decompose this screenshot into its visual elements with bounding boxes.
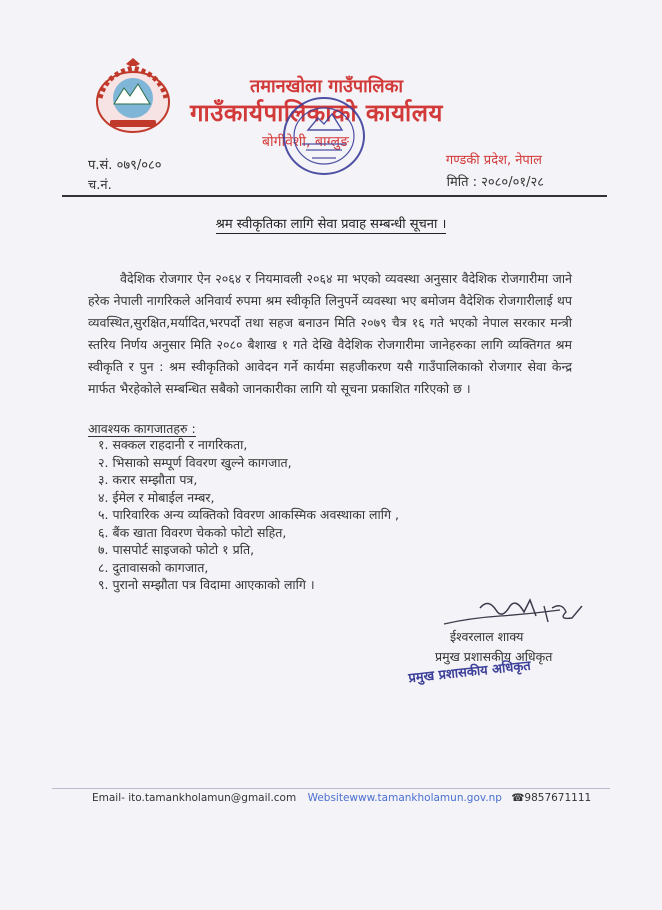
letter-date: मिति : २०८०/०१/२८ xyxy=(446,175,544,190)
list-item: ४. ईमेल र मोबाईल नम्बर, xyxy=(98,489,215,505)
required-documents-heading xyxy=(88,420,196,437)
body-paragraph: वैदेशिक रोजगार ऐन २०६४ र नियमावली २०६४ मा भएको व्यवस्था अनुसार वैदेशिक रोजगारीमा जाने हरेक नेपाली नागरिकले अनिवार्य रुपमा श्रम स्वीकृति लिनुपर्ने व्यवस्था भए बमोजम वैदेशिक रोजगारीलाई थप व्यवस्थित,सुरक्षित,मर्यादित,भरपर्दो तथा सहज बनाउन मिति २०७९ चैत्र १६ गते भएको नेपाल सरकार मन्त्री स्तरिय निर्णय अनुसार मिति २०८० बैशाख १ गते देखि वैदेशिक रोजगारीमा जानेहरुका लागि व्यक्तिगत श्रम स्वीकृति र पुन : श्रम स्वीकृतिको आवेदन गर्ने कार्यमा सहजीकरण यसै गाउँपालिकाको रोजगार सेवा केन्द्र मार्फत भैरहेकोले सम्बन्धित सबैको जानकारीका लागि यो सूचना प्रकाशित गरिएको छ । xyxy=(88,271,572,396)
office-stamp-seal xyxy=(278,92,370,180)
footer-contact xyxy=(92,792,612,804)
subject-text: श्रम स्वीकृतिका लागि सेवा प्रवाह सम्बन्धी सूचना । xyxy=(215,217,447,232)
list-item: ३. करार सम्झौता पत्र, xyxy=(98,472,198,487)
header-divider xyxy=(62,195,607,197)
signatory-title: प्रमुख प्रशासकीय अधिकृत xyxy=(435,649,553,664)
notice-subject xyxy=(0,214,662,232)
footer-website[interactable]: Websitewww.tamankholamun.gov.np xyxy=(307,792,502,804)
footer-divider xyxy=(52,788,610,789)
footer-email[interactable]: Email- ito.tamankholamun@gmail.com xyxy=(92,792,297,804)
reference-numbers xyxy=(88,156,162,196)
footer-phone-number: 9857671111 xyxy=(524,792,592,804)
list-item: ७. पासपोर्ट साइजको फोटो १ प्रति, xyxy=(98,542,255,557)
nepal-emblem-logo xyxy=(92,58,174,134)
office-address: बोगीवेशी, बाग्लुङ xyxy=(262,134,349,150)
phone-icon: ☎ xyxy=(511,792,525,804)
list-item: ५. पारिवारिक अन्य व्यक्तिको विवरण आकस्मिक अवस्थाका लागि , xyxy=(98,507,399,522)
notice-body xyxy=(88,268,572,400)
list-item: ८. दुतावासको कागजात, xyxy=(98,559,209,575)
signatory-stamp: प्रमुख प्रशासकीय अधिकृत xyxy=(407,658,532,687)
footer-phone xyxy=(511,792,591,804)
list-item: ६. बैंक खाता विवरण चेकको फोटो सहित, xyxy=(98,524,287,540)
dispatch-number: च.नं. xyxy=(88,178,112,193)
required-documents-list xyxy=(98,436,399,594)
municipality-name: तमानखोला गाउँपालिका xyxy=(250,76,404,97)
required-documents-heading-text: आवश्यक कागजातहरु : xyxy=(88,421,196,436)
office-name: गाउँकार्यपालिकाको कार्यालय xyxy=(190,99,443,127)
province-label: गण्डकी प्रदेश, नेपाल xyxy=(445,153,542,168)
signatory-name: ईश्वरलाल शाक्य xyxy=(450,629,524,644)
letter-number: प.सं. ०७९/०८० xyxy=(88,158,162,173)
handwritten-signature xyxy=(440,596,590,632)
list-item: १. सक्कल राहदानी र नागरिकता, xyxy=(98,437,248,452)
list-item: २. भिसाको सम्पूर्ण विवरण खुल्ने कागजात, xyxy=(98,454,292,470)
list-item: ९. पुरानो सम्झौता पत्र विदामा आएकाको लागि । xyxy=(98,577,315,592)
